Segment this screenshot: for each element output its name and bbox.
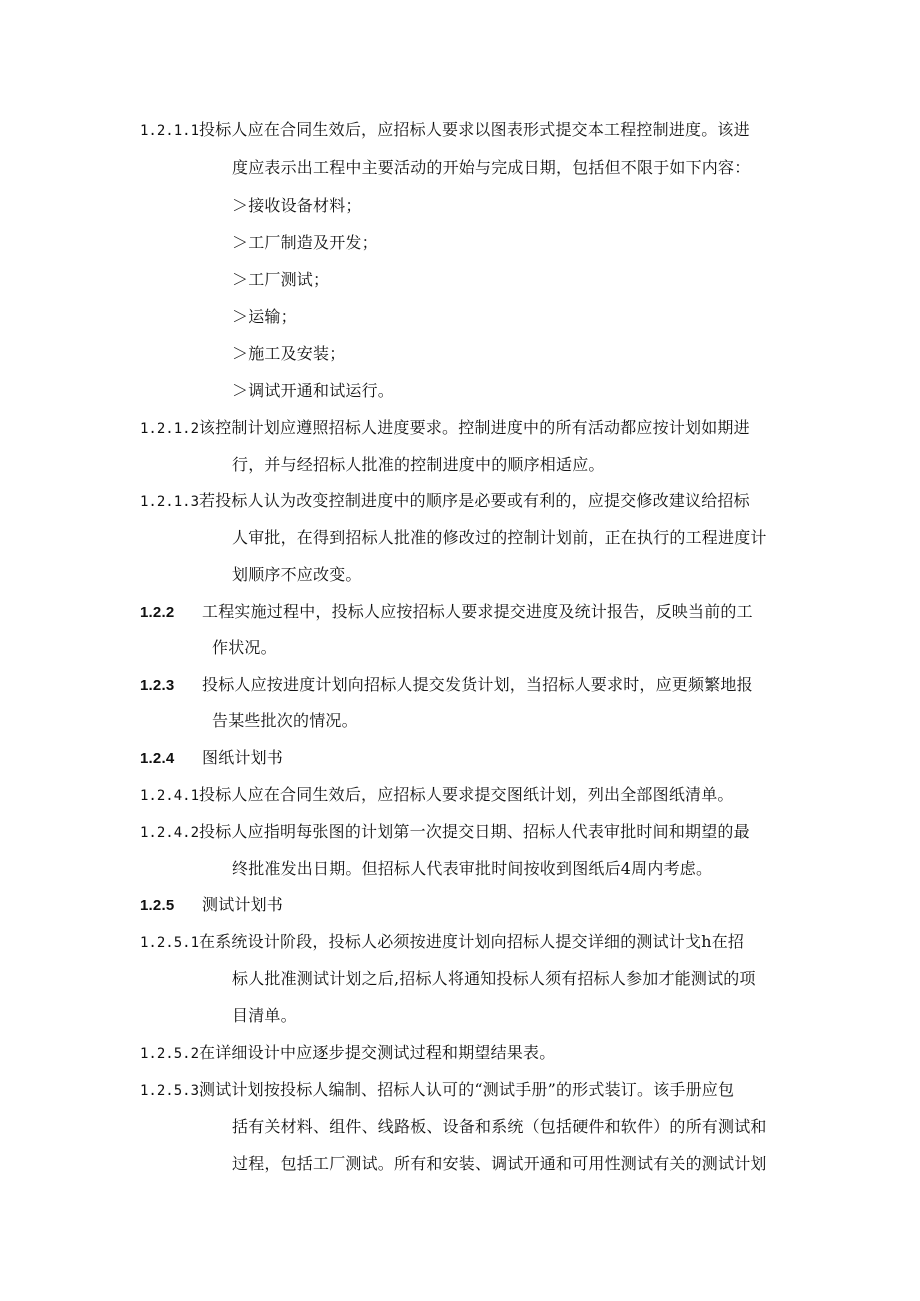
clause-number: 1.2.4.2: [140, 825, 200, 841]
clause-number: 1.2.1.3: [140, 494, 200, 510]
clause-text: 在详细设计中应逐步提交测试过程和期望结果表。: [199, 1043, 556, 1062]
para-1-2-5-3-line1: [140, 1080, 734, 1101]
list-item: ＞施工及安装；: [232, 344, 346, 363]
para-1-2-4-2-line1: [140, 822, 750, 843]
clause-text: 测试计划按投标人编制、招标人认可的“测试手册”的形式装订。该手册应包: [199, 1080, 735, 1099]
para-1-2-5-1-line3: 目清单。: [232, 1006, 297, 1025]
clause-text: 投标人应在合同生效后，应招标人要求提交图纸计划，列出全部图纸清单。: [199, 785, 734, 804]
clause-text: 若投标人认为改变控制进度中的顺序是必要或有利的，应提交修改建议给招标: [199, 491, 750, 510]
para-1-2-5-3-line2: 括有关材料、组件、线路板、设备和系统（包括硬件和软件）的所有测试和: [232, 1117, 767, 1136]
clause-number: 1.2.1.2: [140, 421, 200, 437]
para-1-2-2-line2: 作状况。: [212, 638, 277, 657]
para-1-2-1-1-line2: 度应表示出工程中主要活动的开始与完成日期，包括但不限于如下内容：: [232, 158, 751, 177]
para-1-2-1-3-line1: [140, 491, 750, 512]
section-number: 1.2.4: [140, 750, 175, 767]
section-text: 投标人应按进度计划向招标人提交发货计划，当招标人要求时，应更频繁地报: [202, 675, 753, 694]
list-item: ＞工厂制造及开发；: [232, 233, 378, 252]
section-number: 1.2.3: [140, 677, 175, 694]
clause-text: 该控制计划应遵照招标人进度要求。控制进度中的所有活动都应按计划如期进: [199, 418, 750, 437]
heading-1-2-4: [140, 748, 283, 769]
section-title: 测试计划书: [202, 895, 284, 914]
para-1-2-1-1-line1: [140, 120, 750, 141]
section-text: 工程实施过程中，投标人应按招标人要求提交进度及统计报告，反映当前的工: [202, 602, 753, 621]
clause-number: 1.2.4.1: [140, 788, 200, 804]
list-item: ＞运输；: [232, 307, 297, 326]
section-title: 图纸计划书: [202, 748, 284, 767]
para-1-2-2-line1: [140, 602, 753, 623]
para-1-2-5-1-line2: 标人批准测试计划之后,招标人将通知投标人须有招标人参加才能测试的项: [232, 969, 756, 988]
clause-number: 1.2.5.1: [140, 935, 200, 951]
clause-text: 投标人应在合同生效后，应招标人要求以图表形式提交本工程控制进度。该进: [199, 120, 750, 139]
para-1-2-5-3-line3: 过程，包括工厂测试。所有和安装、调试开通和可用性测试有关的测试计划: [232, 1154, 767, 1173]
para-1-2-1-3-line3: 划顺序不应改变。: [232, 565, 362, 584]
heading-1-2-5: [140, 895, 283, 916]
clause-number: 1.2.5.2: [140, 1046, 200, 1062]
list-item: ＞工厂测试；: [232, 270, 330, 289]
para-1-2-1-2-line2: 行，并与经招标人批准的控制进度中的顺序相适应。: [232, 455, 605, 474]
section-number: 1.2.2: [140, 604, 175, 621]
clause-text: 投标人应指明每张图的计划第一次提交日期、招标人代表审批时间和期望的最: [199, 822, 750, 841]
para-1-2-5-1-line1: [140, 932, 744, 953]
section-number: 1.2.5: [140, 897, 175, 914]
para-1-2-4-1-line1: [140, 785, 734, 806]
para-1-2-1-2-line1: [140, 418, 750, 439]
para-1-2-4-2-line2: 终批准发出日期。但招标人代表审批时间按收到图纸后4周内考虑。: [232, 859, 713, 878]
clause-number: 1.2.5.3: [140, 1083, 200, 1099]
clause-text: 在系统设计阶段，投标人必须按进度计划向招标人提交详细的测试计戈h在招: [199, 932, 745, 951]
para-1-2-3-line1: [140, 675, 753, 696]
clause-number: 1.2.1.1: [140, 123, 200, 139]
para-1-2-1-3-line2: 人审批，在得到招标人批准的修改过的控制计划前，正在执行的工程进度计: [232, 528, 767, 547]
para-1-2-5-2-line1: [140, 1043, 555, 1064]
list-item: ＞调试开通和试运行。: [232, 381, 395, 400]
para-1-2-3-line2: 告某些批次的情况。: [212, 711, 358, 730]
list-item: ＞接收设备材料；: [232, 196, 362, 215]
